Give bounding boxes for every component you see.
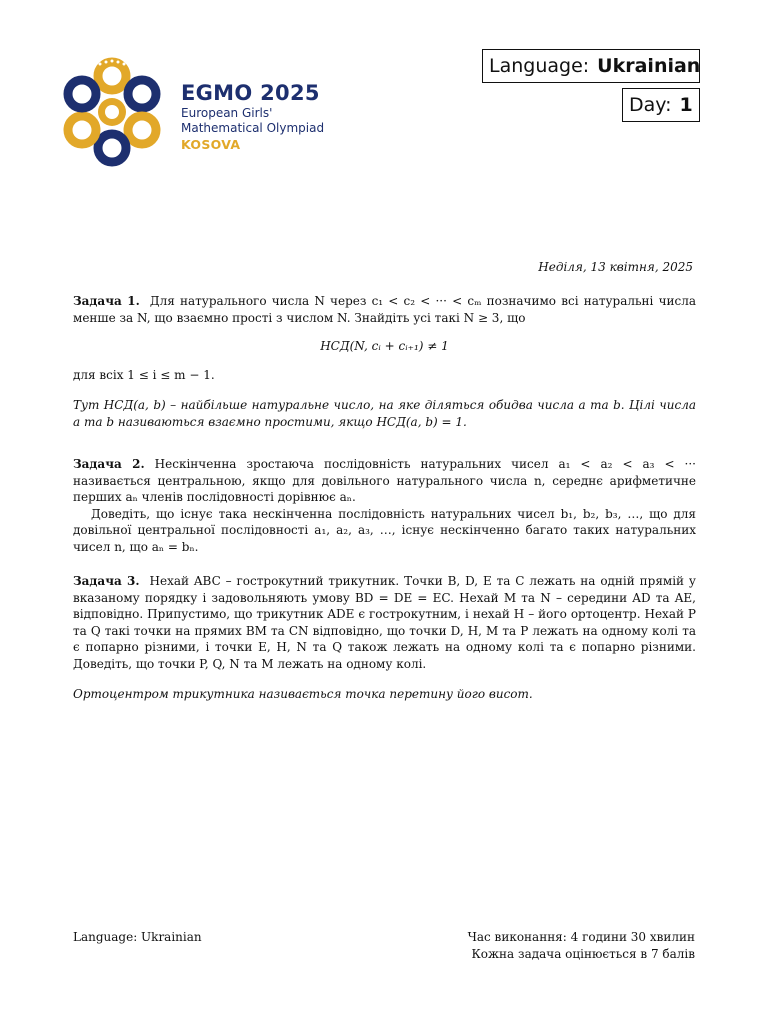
problem-1-title: Задача 1. <box>73 294 140 308</box>
problem-3-text: Нехай ABC – гострокутний трикутник. Точки B, D, E та C лежать на одній прямій у вказаному порядку і задовольняють умову BD = DE = EC. Нехай M та N – середини AD та AE, відповідно. Припустимо, що трикутник ADE є гострокутним, і нехай H – його ортоцентр. Нехай P та Q такі точки на прямих BM та CN відповідно, що точки D, H, M та P лежать на одному колі та є попарно різними, і точки E, H, N та Q також лежать на одному колі та є попарно різними. Доведіть, що точки P, Q, N та M лежать на одному колі. <box>73 574 696 671</box>
footer-language: Language: Ukrainian <box>73 930 202 944</box>
problem-1 <box>73 293 696 430</box>
footer-time: Час виконання: 4 години 30 хвилин <box>467 930 695 944</box>
language-box <box>482 49 700 83</box>
logo-wordmark <box>181 80 324 153</box>
logo-subtitle-line2: Mathematical Olympiad <box>181 121 325 135</box>
problem-3-title: Задача 3. <box>73 574 140 588</box>
day-label: Day: <box>629 94 672 116</box>
logo-title: EGMO 2025 <box>181 81 320 105</box>
day-value: 1 <box>679 94 693 116</box>
language-value: Ukrainian <box>597 55 701 77</box>
problem-1-note: Тут НСД(a, b) – найбільше натуральне число, на яке діляться обидва числа a та b. Цілі числа a та b називаються взаємно простими, якщо НСД(a, b) = 1. <box>73 398 696 429</box>
problem-3-note: Ортоцентром трикутника називається точка перетину його висот. <box>73 687 533 701</box>
language-label: Language: <box>489 55 590 77</box>
day-box <box>622 88 700 122</box>
problem-1-formula: НСД(N, cᵢ + cᵢ₊₁) ≠ 1 <box>320 339 449 353</box>
problem-3 <box>73 573 696 703</box>
problem-2-title: Задача 2. <box>73 457 145 471</box>
egmo-logo-icon <box>56 56 168 168</box>
logo-subtitle-line1: European Girls' <box>181 106 273 120</box>
problem-2-text: Нескінченна зростаюча послідовність натуральних чисел a₁ < a₂ < a₃ < ··· називається центральною, якщо для довільного натурального числа n, середнє арифметичне перших aₙ членів послідовності дорівнює aₙ. <box>73 457 696 504</box>
problem-1-text: Для натурального числа N через c₁ < c₂ < ··· < cₘ позначимо всі натуральні числа менше за N, що взаємно прості з числом N. Знайдіть усі такі N ≥ 3, що <box>73 294 697 325</box>
exam-date: Неділя, 13 квітня, 2025 <box>538 260 693 274</box>
footer-points: Кожна задача оцінюється в 7 балів <box>471 947 695 961</box>
problem-1-condition: для всіх 1 ≤ i ≤ m − 1. <box>73 367 215 382</box>
footer-info <box>468 929 695 963</box>
logo-country: KOSOVA <box>181 137 241 152</box>
problem-2-text2: Доведіть, що існує така нескінченна послідовність натуральних чисел b₁, b₂, b₃, …, що для довільної центральної послідовності a₁, a₂, a₃, …, існує нескінченно багато таких натуральних чисел n, що aₙ = bₙ. <box>73 506 696 554</box>
problem-2 <box>73 456 696 555</box>
